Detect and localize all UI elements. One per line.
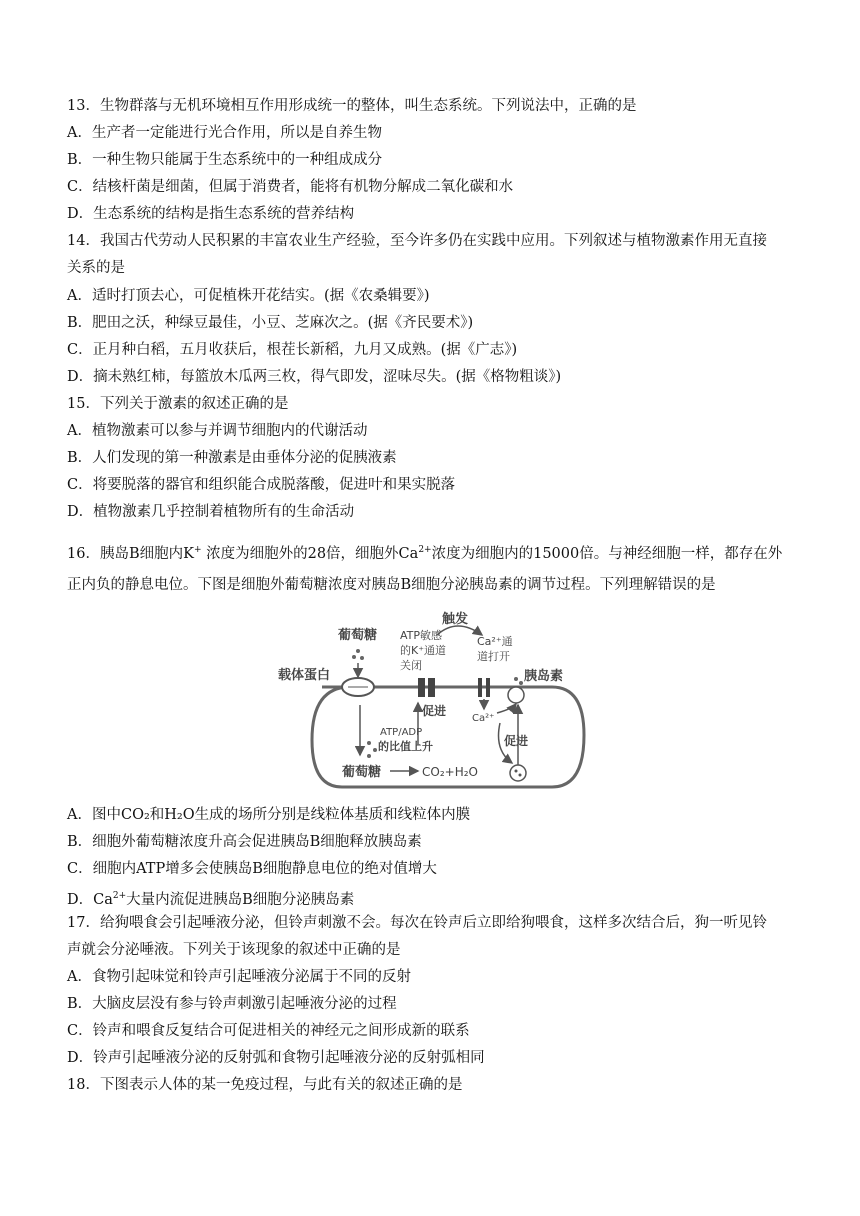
glucose-dot: [352, 655, 356, 659]
q14-option-d: D．摘未熟红柿，每篮放木瓜两三枚，得气即发，涩味尽失。(据《格物粗谈》): [67, 369, 562, 385]
q17-option-c: C．铃声和喂食反复结合可促进相关的神经元之间形成新的联系: [67, 1023, 470, 1039]
promote-label-2: 促进: [504, 734, 529, 748]
q13-option-d: D．生态系统的结构是指生态系统的营养结构: [67, 206, 355, 222]
q15-option-c: C．将要脱落的器官和组织能合成脱落酸，促进叶和果实脱落: [67, 477, 456, 493]
q16-stem-part-a: 16．胰岛B细胞内K: [67, 545, 194, 562]
ca-channel: [478, 678, 482, 697]
glucose-dot: [356, 649, 360, 653]
q16-option-d-part-a: D．Ca: [67, 891, 113, 908]
q14-option-a: A．适时打顶去心，可促植株开花结实。(据《农桑辑要》): [67, 288, 430, 304]
q17-option-a: A．食物引起味觉和铃声引起唾液分泌属于不同的反射: [67, 969, 411, 985]
insulin-secretion-diagram: [272, 605, 592, 795]
atp-adp-label: ATP/ADP: [380, 727, 423, 738]
q16-option-d: [67, 886, 354, 910]
q18-stem: 18．下图表示人体的某一免疫过程，与此有关的叙述正确的是: [67, 1077, 463, 1093]
q13-stem: 13．生物群落与无机环境相互作用形成统一的整体，叫生态系统。下列说法中，正确的是: [67, 98, 637, 114]
q15-option-d: D．植物激素几乎控制着植物所有的生命活动: [67, 504, 355, 520]
q17-option-b: B．大脑皮层没有参与铃声刺激引起唾液分泌的过程: [67, 996, 397, 1012]
q14-stem-line1: 14．我国古代劳动人民积累的丰富农业生产经验，至今许多仍在实践中应用。下列叙述与植物激素作用无直接: [67, 233, 767, 249]
q15-option-a: A．植物激素可以参与并调节细胞内的代谢活动: [67, 423, 368, 439]
glucose-outside-label: 葡萄糖: [338, 628, 378, 643]
insulin-vesicle: [508, 687, 524, 703]
ca-channel-label-1: Ca²⁺通: [477, 635, 513, 648]
q14-stem-line2: 关系的是: [67, 260, 125, 276]
q16-stem-part-b: 浓度为细胞外的28倍，细胞外Ca: [201, 545, 419, 562]
q16-stem-part-c: 浓度为细胞内的15000倍。与神经细胞一样，都存在外: [431, 545, 783, 562]
q17-option-d: D．铃声引起唾液分泌的反射弧和食物引起唾液分泌的反射弧相同: [67, 1050, 485, 1066]
ratio-rise-label: 的比值上升: [378, 740, 433, 753]
co2-h2o-label: CO₂+H₂O: [422, 765, 478, 779]
q13-option-a: A．生产者一定能进行光合作用，所以是自养生物: [67, 125, 382, 141]
ca-ion-label: Ca²⁺: [472, 713, 495, 724]
trigger-label: 触发: [442, 612, 469, 627]
q16-option-b: B．细胞外葡萄糖浓度升高会促进胰岛B细胞释放胰岛素: [67, 834, 422, 850]
k-channel: [418, 678, 425, 697]
glucose-inside-label: 葡萄糖: [342, 765, 382, 780]
q16-stem-line2: 正内负的静息电位。下图是细胞外葡萄糖浓度对胰岛B细胞分泌胰岛素的调节过程。下列理解错误的是: [67, 577, 716, 593]
q14-option-b: B．肥田之沃，种绿豆最佳，小豆、芝麻次之。(据《齐民要术》): [67, 315, 474, 331]
q16-option-d-sup: 2+: [112, 891, 127, 901]
q15-stem: 15．下列关于激素的叙述正确的是: [67, 396, 289, 412]
atp-channel-label-2: 的K⁺通道: [400, 644, 447, 657]
q14-option-c: C．正月种白稻，五月收获后，根茬长新稻，九月又成熟。(据《广志》): [67, 342, 518, 358]
q16-ca-sup: 2+: [418, 545, 432, 555]
q16-option-d-part-b: 大量内流促进胰岛B细胞分泌胰岛素: [126, 891, 355, 908]
q13-option-b: B．一种生物只能属于生态系统中的一种组成成分: [67, 152, 383, 168]
q15-option-b: B．人们发现的第一种激素是由垂体分泌的促胰液素: [67, 450, 397, 466]
atp-channel-label-1: ATP敏感: [400, 629, 443, 642]
atp-channel-label-3: 关闭: [400, 659, 422, 672]
q13-option-c: C．结核杆菌是细菌，但属于消费者，能将有机物分解成二氧化碳和水: [67, 179, 514, 195]
q16-option-c: C．细胞内ATP增多会使胰岛B细胞静息电位的绝对值增大: [67, 861, 437, 877]
carrier-protein-label: 载体蛋白: [278, 668, 331, 683]
trigger-arrow: [437, 626, 482, 635]
promote-label-1: 促进: [422, 704, 447, 718]
q16-k-sup: +: [193, 545, 202, 555]
insulin-label: 胰岛素: [524, 669, 564, 684]
ca-channel-label-2: 道打开: [477, 650, 510, 663]
q16-option-a: A．图中CO₂和H₂O生成的场所分别是线粒体基质和线粒体内膜: [67, 807, 471, 823]
q17-stem-line1: 17．给狗喂食会引起唾液分泌，但铃声刺激不会。每次在铃声后立即给狗喂食，这样多次结合后，狗一听见铃: [67, 915, 767, 931]
q17-stem-line2: 声就会分泌唾液。下列关于该现象的叙述中正确的是: [67, 942, 401, 958]
glucose-dot: [360, 656, 364, 660]
ca-to-vesicle-arrow: [497, 704, 516, 713]
insulin-granule: [510, 765, 526, 781]
q16-stem-line1: [67, 540, 782, 564]
